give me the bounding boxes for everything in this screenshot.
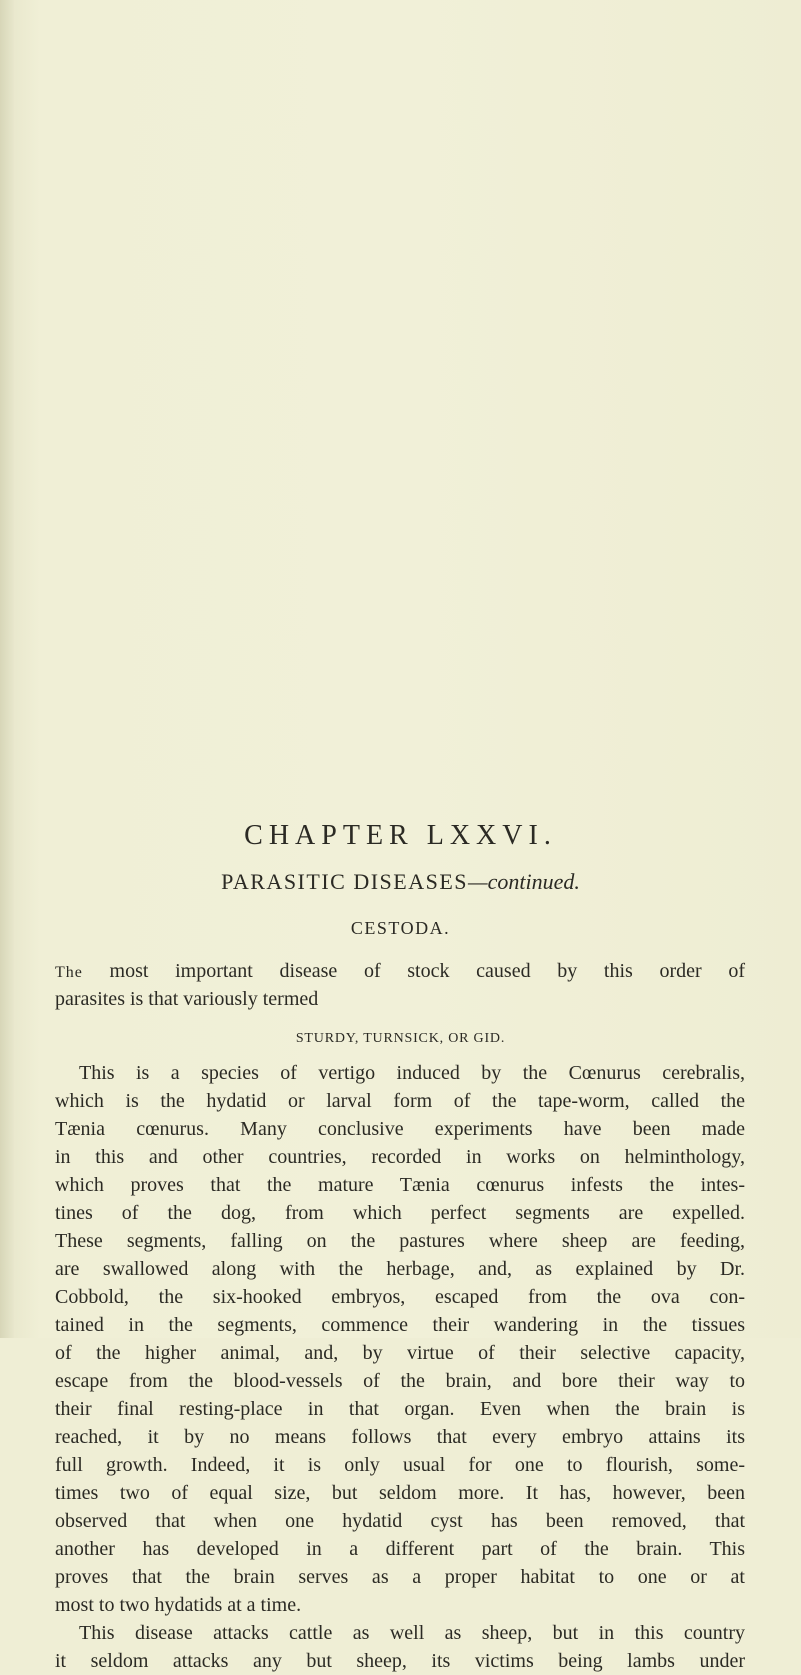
- text-line: These segments, falling on the pastures where sheep are feeding,: [55, 1230, 745, 1252]
- text-line: This is a species of vertigo induced by the Cœnurus cerebralis,: [79, 1062, 745, 1084]
- section-heading: [0, 867, 801, 897]
- intro-line: [55, 957, 745, 985]
- text-line: their final resting-place in that organ. Even when the brain is: [55, 1398, 745, 1420]
- text-line: are swallowed along with the herbage, and, as explained by Dr.: [55, 1258, 745, 1280]
- text-line: observed that when one hydatid cyst has been removed, that: [55, 1510, 745, 1532]
- section-continued: —continued.: [468, 869, 580, 894]
- text-line: in this and other countries, recorded in works on helminthology,: [55, 1146, 745, 1168]
- text-line: which is the hydatid or larval form of the tape-worm, called the: [55, 1090, 745, 1112]
- disease-heading: STURDY, TURNSICK, OR GID.: [295, 1031, 506, 1046]
- text-line: it seldom attacks any but sheep, its victims being lambs under: [55, 1650, 745, 1672]
- text-line: Cobbold, the six-hooked embryos, escaped from the ova con-: [55, 1286, 745, 1308]
- page-gutter: [0, 0, 14, 1338]
- text-line: times two of equal size, but seldom more. It has, however, been: [55, 1482, 745, 1504]
- paragraph-1: [55, 1059, 745, 1619]
- intro-paragraph: [55, 957, 745, 1013]
- section-title: PARASITIC DISEASES: [221, 869, 469, 894]
- text-line: reached, it by no means follows that every embryo attains its: [55, 1426, 745, 1448]
- chapter-title: CHAPTER LXXVI.: [244, 820, 557, 851]
- intro-line: parasites is that variously termed: [55, 988, 319, 1010]
- text-line: of the higher animal, and, by virtue of their selective capacity,: [55, 1342, 745, 1364]
- text-line: This disease attacks cattle as well as sheep, but in this country: [79, 1622, 745, 1644]
- body-text: [55, 1059, 745, 1675]
- text-line: escape from the blood-vessels of the brain, and bore their way to: [55, 1370, 745, 1392]
- text-line: Tænia cœnurus. Many conclusive experiments have been made: [55, 1118, 745, 1140]
- intro-first-word: The: [55, 964, 83, 981]
- subsection-title: CESTODA.: [350, 918, 451, 938]
- text-line: proves that the brain serves as a proper habitat to one or at: [55, 1566, 745, 1588]
- intro-line-text: most important disease of stock caused by this order of: [82, 960, 745, 982]
- text-line: tained in the segments, commence their wandering in the tissues: [55, 1314, 745, 1336]
- text-line: tines of the dog, from which perfect segments are expelled.: [55, 1202, 745, 1224]
- text-line: another has developed in a different part of the brain. This: [55, 1538, 745, 1560]
- paragraph-2: [55, 1619, 745, 1675]
- text-line: most to two hydatids at a time.: [55, 1594, 302, 1616]
- text-line: full growth. Indeed, it is only usual for one to flourish, some-: [55, 1454, 745, 1476]
- text-line: which proves that the mature Tænia cœnurus infests the intes-: [55, 1174, 745, 1196]
